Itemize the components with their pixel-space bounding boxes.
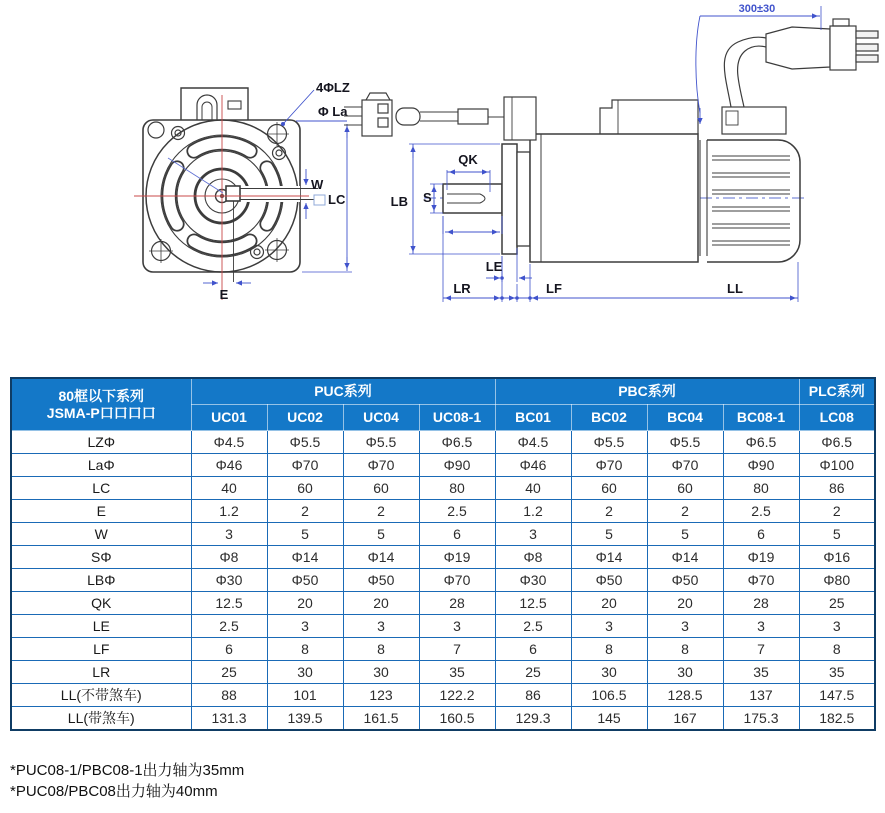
value-cell: 60 [267, 477, 343, 500]
corner-line1: 80框以下系列 [58, 388, 145, 405]
value-cell: 2 [343, 500, 419, 523]
side-s-label: S [423, 190, 432, 205]
value-cell: 3 [799, 615, 875, 638]
model-header: UC02 [267, 405, 343, 431]
value-cell: 8 [647, 638, 723, 661]
row-label: LaΦ [11, 454, 191, 477]
value-cell: 128.5 [647, 684, 723, 707]
value-cell: Φ6.5 [799, 431, 875, 454]
value-cell: 25 [191, 661, 267, 684]
value-cell: 3 [647, 615, 723, 638]
value-cell: Φ100 [799, 454, 875, 477]
side-qk-label: QK [458, 152, 478, 167]
value-cell: 1.2 [495, 500, 571, 523]
value-cell: 6 [495, 638, 571, 661]
value-cell: Φ50 [647, 569, 723, 592]
value-cell: 5 [343, 523, 419, 546]
value-cell: 147.5 [799, 684, 875, 707]
value-cell: 12.5 [191, 592, 267, 615]
value-cell: Φ14 [647, 546, 723, 569]
side-ll-label: LL [727, 281, 743, 296]
value-cell: 123 [343, 684, 419, 707]
value-cell: 60 [647, 477, 723, 500]
value-cell: 5 [799, 523, 875, 546]
value-cell: Φ70 [571, 454, 647, 477]
value-cell: 101 [267, 684, 343, 707]
value-cell: Φ4.5 [191, 431, 267, 454]
value-cell: 25 [495, 661, 571, 684]
value-cell: 30 [343, 661, 419, 684]
value-cell: Φ30 [191, 569, 267, 592]
row-label: LL(带煞车) [11, 707, 191, 731]
model-header: LC08 [799, 405, 875, 431]
value-cell: 5 [267, 523, 343, 546]
value-cell: 7 [723, 638, 799, 661]
value-cell: 161.5 [343, 707, 419, 731]
value-cell: 30 [267, 661, 343, 684]
footnote-line: *PUC08-1/PBC08-1出力轴为35mm [10, 762, 245, 779]
front-e-label: E [219, 287, 229, 302]
table-row [11, 661, 875, 684]
value-cell: 20 [647, 592, 723, 615]
value-cell: 2 [571, 500, 647, 523]
value-cell: 35 [723, 661, 799, 684]
value-cell: Φ46 [495, 454, 571, 477]
side-le-label: LE [485, 259, 503, 274]
value-cell: Φ50 [571, 569, 647, 592]
value-cell: 106.5 [571, 684, 647, 707]
value-cell: 2.5 [723, 500, 799, 523]
value-cell: Φ14 [343, 546, 419, 569]
value-cell: 3 [191, 523, 267, 546]
table-row [11, 431, 875, 454]
model-header: UC04 [343, 405, 419, 431]
table-row [11, 615, 875, 638]
value-cell: 88 [191, 684, 267, 707]
value-cell: Φ5.5 [647, 431, 723, 454]
value-cell: 3 [723, 615, 799, 638]
value-cell: 35 [799, 661, 875, 684]
spec-table [10, 377, 876, 731]
value-cell: 167 [647, 707, 723, 731]
value-cell: Φ50 [343, 569, 419, 592]
model-header: BC08-1 [723, 405, 799, 431]
value-cell: 80 [419, 477, 495, 500]
value-cell: Φ70 [419, 569, 495, 592]
value-cell: Φ70 [647, 454, 723, 477]
row-label: E [11, 500, 191, 523]
value-cell: 160.5 [419, 707, 495, 731]
value-cell: 8 [799, 638, 875, 661]
value-cell: 2 [799, 500, 875, 523]
value-cell: 2 [647, 500, 723, 523]
value-cell: 20 [571, 592, 647, 615]
value-cell: Φ6.5 [419, 431, 495, 454]
row-label: LF [11, 638, 191, 661]
front-lc-label: LC [328, 192, 346, 207]
value-cell: 8 [571, 638, 647, 661]
value-cell: Φ50 [267, 569, 343, 592]
value-cell: Φ8 [495, 546, 571, 569]
value-cell: Φ70 [267, 454, 343, 477]
value-cell: 28 [723, 592, 799, 615]
series-header-pbc: PBC系列 [495, 378, 799, 405]
value-cell: 6 [723, 523, 799, 546]
front-la-label: Φ La [318, 104, 348, 119]
value-cell: Φ19 [419, 546, 495, 569]
value-cell: 30 [647, 661, 723, 684]
row-label: LC [11, 477, 191, 500]
table-row [11, 638, 875, 661]
value-cell: 2.5 [191, 615, 267, 638]
table-row [11, 477, 875, 500]
value-cell: 40 [495, 477, 571, 500]
value-cell: 182.5 [799, 707, 875, 731]
value-cell: Φ70 [723, 569, 799, 592]
row-label: LBΦ [11, 569, 191, 592]
series-header-plc: PLC系列 [799, 378, 875, 405]
table-row [11, 546, 875, 569]
value-cell: 131.3 [191, 707, 267, 731]
row-label: LE [11, 615, 191, 638]
value-cell: Φ90 [419, 454, 495, 477]
value-cell: 25 [799, 592, 875, 615]
value-cell: 145 [571, 707, 647, 731]
model-header: BC01 [495, 405, 571, 431]
value-cell: 28 [419, 592, 495, 615]
model-header: BC04 [647, 405, 723, 431]
value-cell: 2.5 [419, 500, 495, 523]
value-cell: Φ6.5 [723, 431, 799, 454]
value-cell: 60 [571, 477, 647, 500]
value-cell: 12.5 [495, 592, 571, 615]
series-header-puc: PUC系列 [191, 378, 495, 405]
front-w-label: W [311, 177, 324, 192]
value-cell: Φ4.5 [495, 431, 571, 454]
value-cell: 3 [419, 615, 495, 638]
value-cell: 2 [267, 500, 343, 523]
value-cell: 139.5 [267, 707, 343, 731]
row-label: QK [11, 592, 191, 615]
value-cell: Φ46 [191, 454, 267, 477]
value-cell: 86 [495, 684, 571, 707]
table-row [11, 523, 875, 546]
side-lr-label: LR [453, 281, 471, 296]
value-cell: Φ30 [495, 569, 571, 592]
table-row [11, 684, 875, 707]
value-cell: 1.2 [191, 500, 267, 523]
value-cell: 6 [419, 523, 495, 546]
model-header: BC02 [571, 405, 647, 431]
value-cell: 3 [267, 615, 343, 638]
value-cell: Φ5.5 [571, 431, 647, 454]
value-cell: Φ14 [267, 546, 343, 569]
value-cell: 8 [343, 638, 419, 661]
value-cell: 7 [419, 638, 495, 661]
corner-line2: JSMA-P口口口口 [46, 404, 156, 421]
row-label: W [11, 523, 191, 546]
value-cell: 3 [495, 523, 571, 546]
table-row [11, 500, 875, 523]
value-cell: 2.5 [495, 615, 571, 638]
value-cell: Φ16 [799, 546, 875, 569]
value-cell: 175.3 [723, 707, 799, 731]
corner-header [11, 378, 191, 431]
value-cell: 40 [191, 477, 267, 500]
value-cell: 129.3 [495, 707, 571, 731]
value-cell: 122.2 [419, 684, 495, 707]
value-cell: 20 [343, 592, 419, 615]
table-row [11, 707, 875, 731]
value-cell: 80 [723, 477, 799, 500]
row-label: SΦ [11, 546, 191, 569]
row-label: LR [11, 661, 191, 684]
value-cell: 35 [419, 661, 495, 684]
footnote-line: *PUC08/PBC08出力轴为40mm [10, 783, 218, 800]
value-cell: 30 [571, 661, 647, 684]
value-cell: Φ8 [191, 546, 267, 569]
value-cell: Φ5.5 [267, 431, 343, 454]
model-header: UC08-1 [419, 405, 495, 431]
value-cell: 137 [723, 684, 799, 707]
value-cell: Φ80 [799, 569, 875, 592]
side-lb-label: LB [390, 194, 408, 209]
value-cell: 6 [191, 638, 267, 661]
footnotes [10, 760, 244, 802]
model-header: UC01 [191, 405, 267, 431]
row-label: LL(不带煞车) [11, 684, 191, 707]
table-row [11, 454, 875, 477]
value-cell: 5 [647, 523, 723, 546]
value-cell: 5 [571, 523, 647, 546]
value-cell: Φ5.5 [343, 431, 419, 454]
side-lf-label: LF [546, 281, 562, 296]
motor-front-view [134, 80, 352, 302]
value-cell: 3 [343, 615, 419, 638]
value-cell: 20 [267, 592, 343, 615]
cable-length-label: 300±30 [738, 3, 776, 15]
table-row [11, 592, 875, 615]
value-cell: Φ70 [343, 454, 419, 477]
value-cell: Φ19 [723, 546, 799, 569]
row-label: LZΦ [11, 431, 191, 454]
table-row [11, 569, 875, 592]
dimension-drawing [0, 0, 885, 368]
value-cell: Φ90 [723, 454, 799, 477]
value-cell: Φ14 [571, 546, 647, 569]
front-holes-label: 4ΦLZ [316, 80, 350, 95]
value-cell: 86 [799, 477, 875, 500]
motor-side-view [344, 3, 878, 302]
value-cell: 3 [571, 615, 647, 638]
value-cell: 60 [343, 477, 419, 500]
series-header-row [11, 378, 875, 405]
spec-table-body [11, 431, 875, 731]
value-cell: 8 [267, 638, 343, 661]
